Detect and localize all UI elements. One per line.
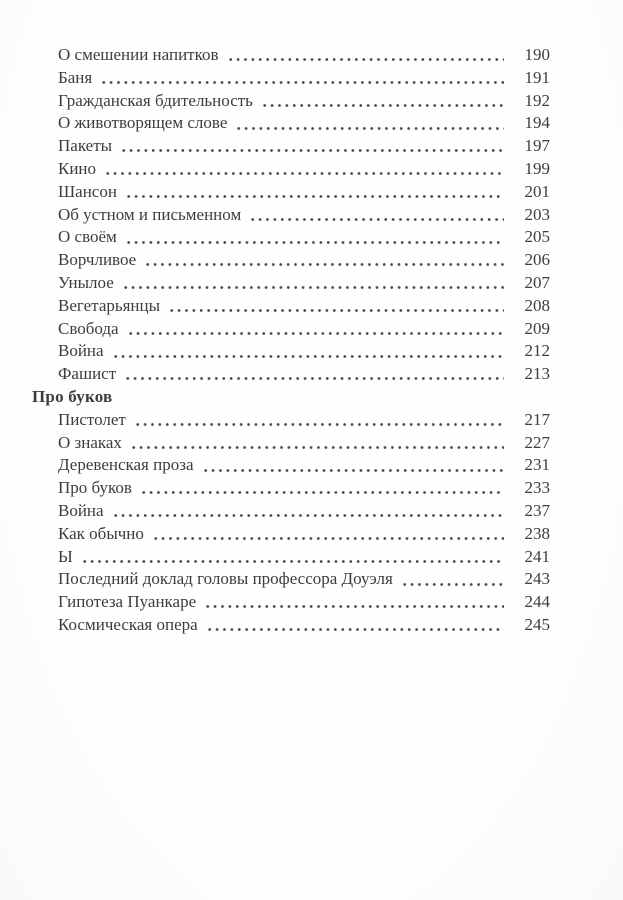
toc-entry-title: Унылое [58, 272, 114, 292]
toc-entry-page-number: 205 [524, 227, 550, 247]
toc-entry-row [32, 249, 550, 272]
dot-leader [128, 432, 504, 455]
toc-entry-row [32, 523, 550, 546]
toc-entry-row [32, 318, 550, 341]
dot-leader [166, 295, 504, 318]
dot-leader [122, 363, 504, 386]
toc-entry-title: Ы [58, 546, 73, 566]
dot-leader [259, 90, 504, 113]
toc-entry-page-number: 245 [524, 614, 550, 634]
toc-entry-page-number: 190 [524, 45, 550, 64]
toc-entry-page-number: 191 [524, 67, 550, 87]
toc-entry-row [32, 158, 550, 181]
toc-entry-row [32, 226, 550, 249]
dot-leader [118, 135, 504, 158]
toc-entry-row [32, 591, 550, 614]
toc-entry-title: Война [58, 341, 104, 361]
toc-entry-page-number: 206 [524, 250, 550, 270]
toc-entry-row [32, 432, 550, 455]
toc-entry-row [32, 500, 550, 523]
toc-entry-title: Космическая опера [58, 614, 198, 634]
toc-entry-title: Как обычно [58, 523, 144, 543]
toc-entry-title: Об устном и письменном [58, 204, 242, 224]
toc-entry-title: Шансон [58, 181, 117, 201]
toc-entry-title: О животворящем слове [58, 113, 228, 133]
toc-entry-row [32, 614, 550, 637]
toc-entry-title: Вегетарьянцы [58, 295, 161, 315]
toc-entry-row [32, 204, 550, 227]
dot-leader [138, 477, 504, 500]
toc-entry-page-number: 197 [524, 136, 550, 156]
dot-leader [399, 568, 504, 591]
toc-entry-row [32, 477, 550, 500]
toc-entry-page-number: 233 [524, 478, 550, 498]
toc-entry-row [32, 67, 550, 90]
toc-entry-row [32, 44, 550, 67]
dot-leader [200, 454, 505, 477]
toc-entry-page-number: 213 [524, 364, 550, 384]
toc-entry-title: О знаках [58, 432, 122, 452]
toc-entry-page-number: 241 [524, 546, 550, 566]
toc-entry-page-number: 207 [524, 272, 550, 292]
dot-leader [150, 523, 504, 546]
toc-entry-page-number: 192 [524, 90, 550, 110]
dot-leader [110, 500, 504, 523]
toc-entry-page-number: 231 [524, 455, 550, 475]
toc-entry-row [32, 568, 550, 591]
toc-entry-row [32, 546, 550, 569]
toc-entry-title: Свобода [58, 318, 119, 338]
toc-entry-page-number: 217 [524, 409, 550, 429]
dot-leader [123, 226, 504, 249]
toc-entry-page-number: 212 [524, 341, 550, 361]
toc-entry-title: Гражданская бдительность [58, 90, 253, 110]
toc-entry-row [32, 409, 550, 432]
dot-leader [110, 340, 504, 363]
toc-entry-page-number: 244 [524, 592, 550, 612]
toc-entry-title: Пакеты [58, 136, 113, 156]
dot-leader [102, 158, 504, 181]
dot-leader [142, 249, 504, 272]
toc-entry-title: Фашист [58, 364, 117, 384]
dot-leader [120, 272, 504, 295]
toc-entry-title: Пистолет [58, 409, 126, 429]
toc-entry-title: Баня [58, 67, 93, 87]
dot-leader [202, 591, 504, 614]
dot-leader [132, 409, 504, 432]
toc-entry-page-number: 199 [524, 158, 550, 178]
toc-entry-title: Война [58, 500, 104, 520]
toc-entry-title: Деревенская проза [58, 455, 194, 475]
toc-entry-row [32, 181, 550, 204]
dot-leader [123, 181, 504, 204]
toc-entry-title: О смешении напитков [58, 45, 219, 64]
toc-entry-row [32, 90, 550, 113]
toc-entry-row [32, 363, 550, 386]
toc-entry-page-number: 194 [524, 113, 550, 133]
toc-entry-title: Последний доклад головы профессора Доуэля [58, 569, 393, 589]
toc-entry-page-number: 237 [524, 500, 550, 520]
toc-entry-page-number: 238 [524, 523, 550, 543]
toc-section-heading [32, 386, 550, 409]
dot-leader [125, 318, 504, 341]
table-of-contents [32, 44, 550, 637]
toc-entry-title: О своём [58, 227, 117, 247]
toc-entry-title: Гипотеза Пуанкаре [58, 592, 197, 612]
toc-entry-page-number: 201 [524, 181, 550, 201]
dot-leader [225, 44, 504, 67]
dot-leader [98, 67, 504, 90]
dot-leader [247, 204, 504, 227]
toc-entry-row [32, 112, 550, 135]
toc-heading-label: Про буков [32, 386, 113, 406]
dot-leader [204, 614, 504, 637]
dot-leader [233, 112, 504, 135]
toc-entry-title: Кино [58, 158, 97, 178]
toc-entry-title: Про буков [58, 478, 132, 498]
toc-entry-page-number: 227 [524, 432, 550, 452]
toc-entry-page-number: 243 [524, 569, 550, 589]
toc-entry-row [32, 340, 550, 363]
toc-entry-row [32, 272, 550, 295]
toc-entry-page-number: 209 [524, 318, 550, 338]
toc-entry-row [32, 454, 550, 477]
toc-entry-page-number: 208 [524, 295, 550, 315]
toc-entry-row [32, 295, 550, 318]
toc-entry-title: Ворчливое [58, 250, 137, 270]
toc-entry-page-number: 203 [524, 204, 550, 224]
toc-entry-row [32, 135, 550, 158]
dot-leader [79, 546, 504, 569]
